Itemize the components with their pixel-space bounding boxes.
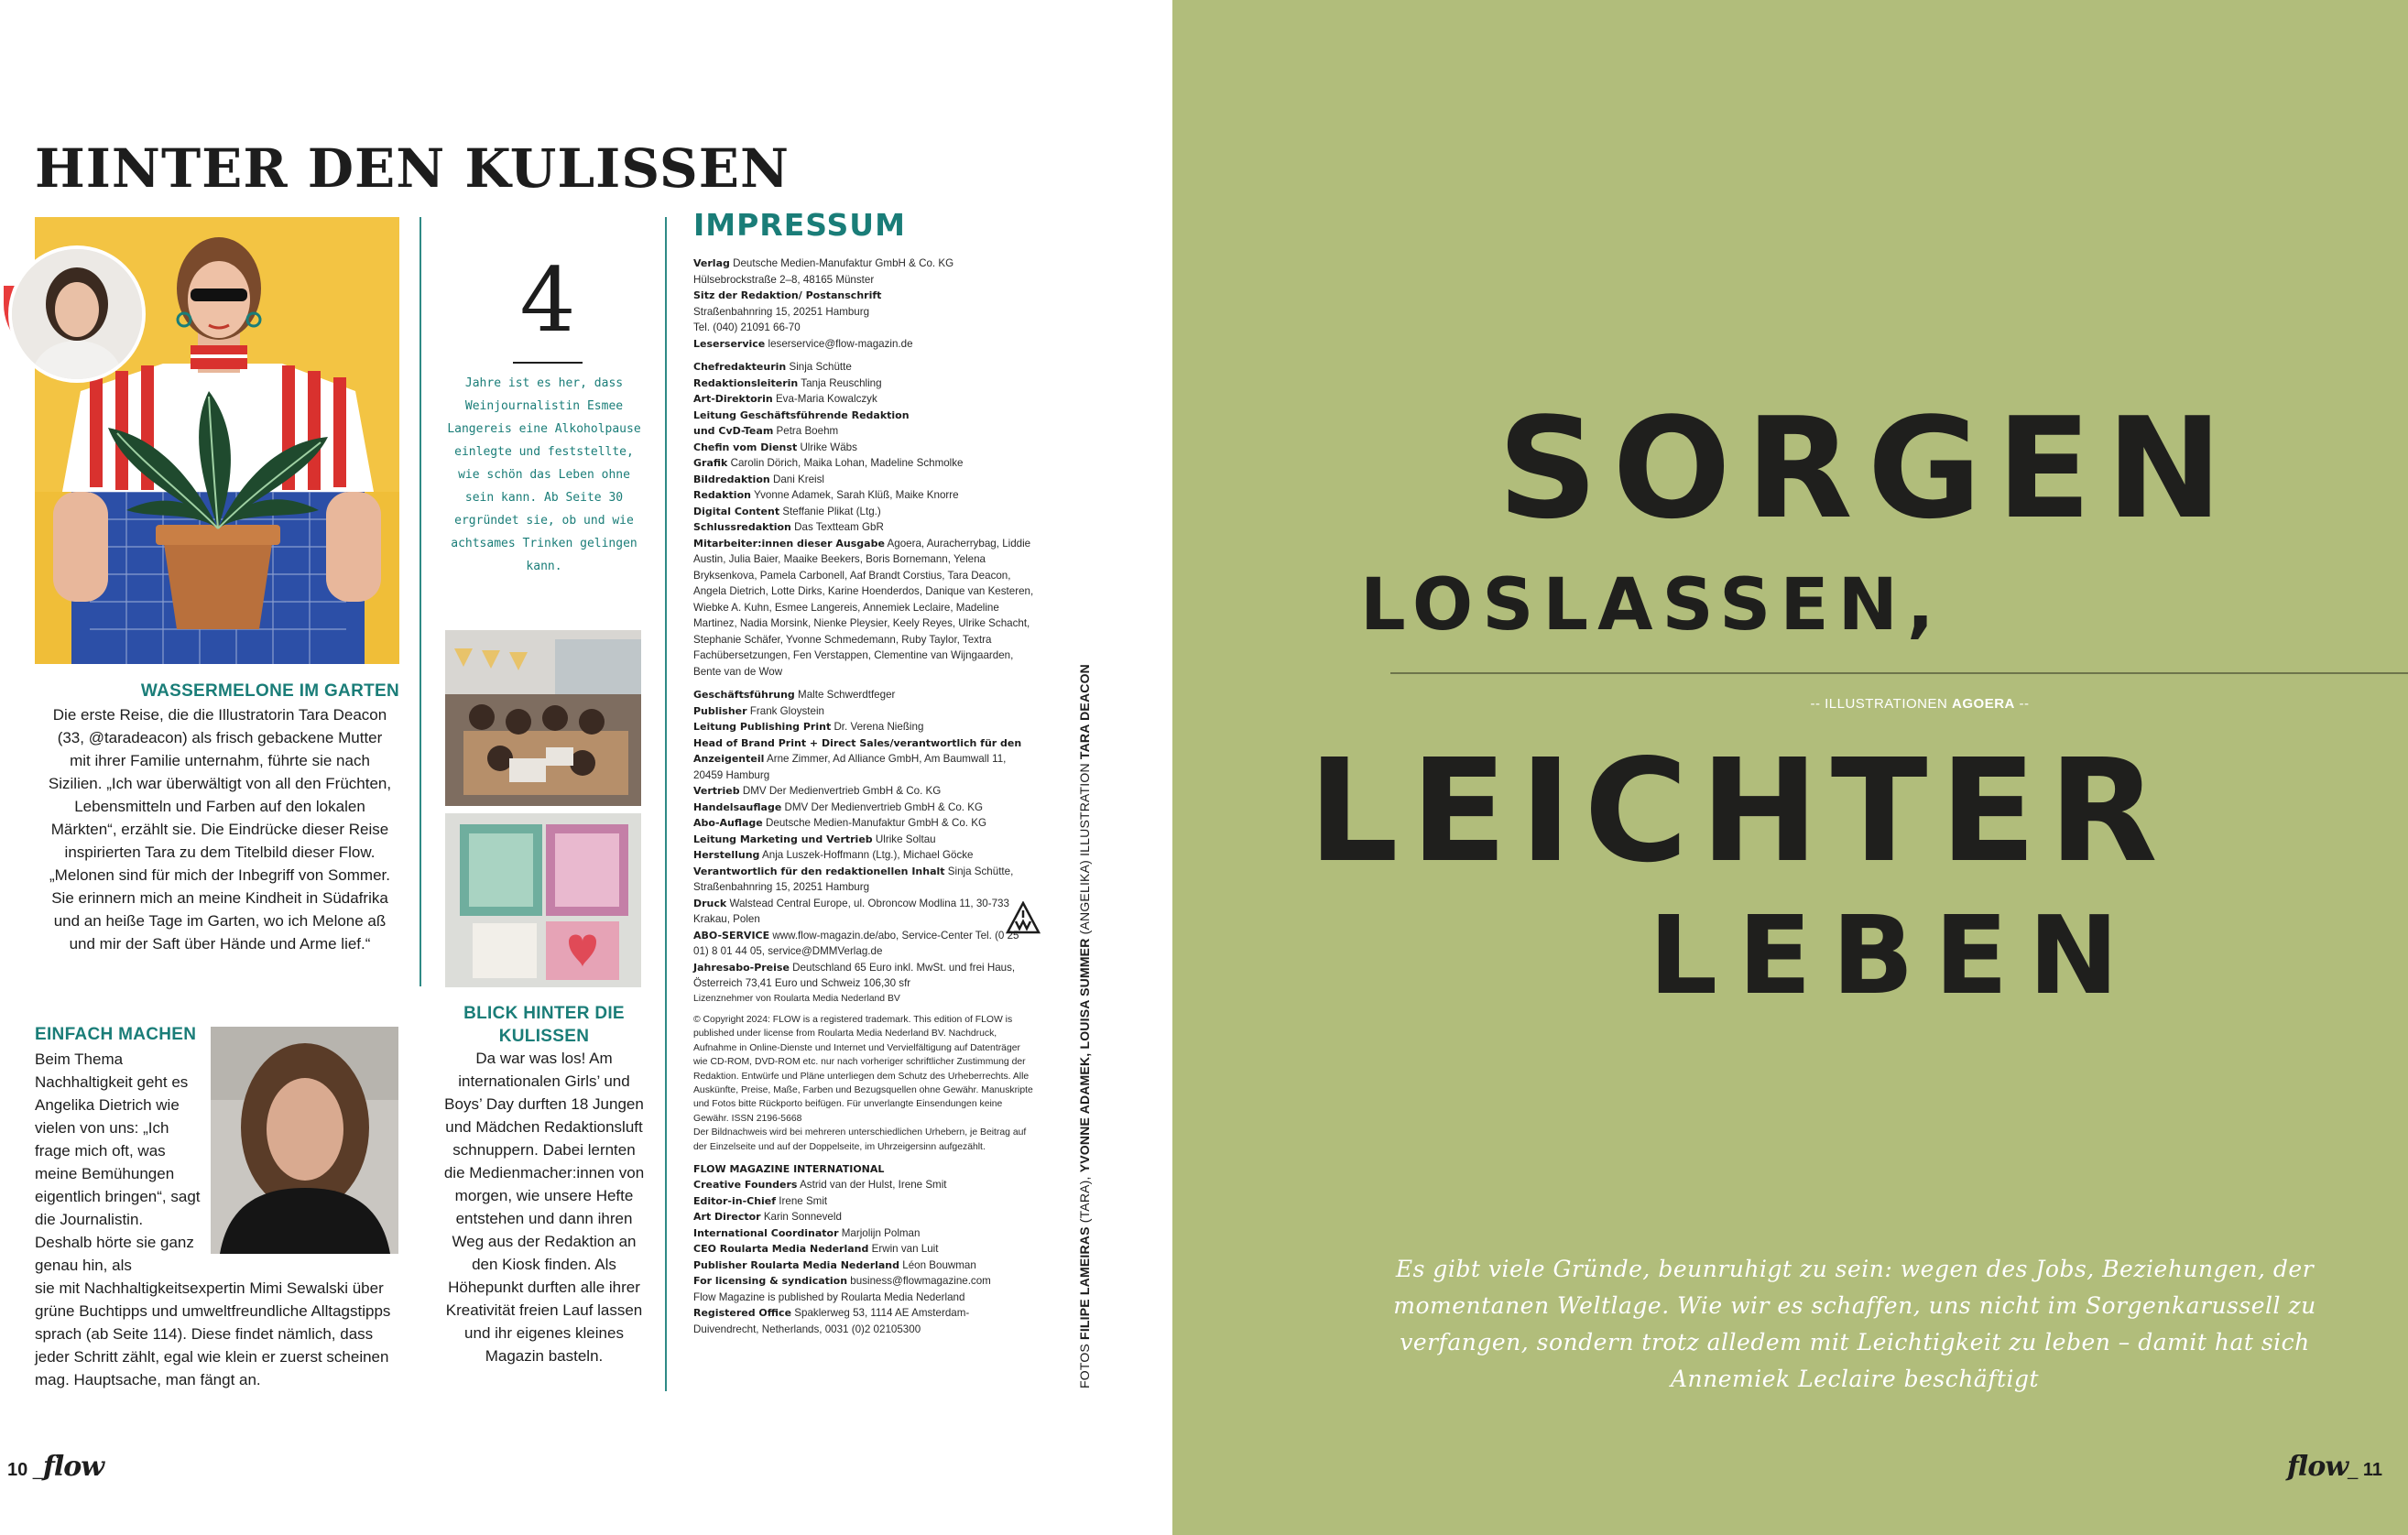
- section-body-wassermelone: Die erste Reise, die die Illustratorin Tara Deacon (33, @taradeacon) als frisch gebackene Mutter mit ihrer Familie unternahm, führte sie nach Sizilien. „Ich war überwältigt von all den Früchten, Lebensmitteln und Farben auf den lokalen Märkten“, erzählt sie. Die Eindrücke dieser Reise inspirierten Tara zu dem Titelbild dieser Flow. „Melonen sind für mich der Inbegriff von Sommer. Sie erinnern mich an meine Kindheit in Südafrika und an heiße Tage im Garten, wo ich Melone aß und mir der Saft über Hände und Arme lief.“: [48, 706, 392, 953]
- impressum-line: Flow Magazine is published by Roularta Media Nederland: [693, 1290, 965, 1303]
- impressum-line: Tel. (040) 21091 66-70: [693, 321, 801, 333]
- section-heading-blick: BLICK HINTER DIE KULISSEN: [463, 1004, 625, 1046]
- headline-leben: LEBEN: [1649, 892, 2140, 1018]
- section-heading-wassermelone: WASSERMELONE IM GARTEN: [140, 681, 399, 701]
- impressum-line: International Coordinator Marjolijn Polman: [693, 1226, 921, 1239]
- impressum-title: IMPRESSUM: [693, 207, 906, 243]
- impressum-line: Mitarbeiter:innen dieser Ausgabe Agoera, Auracherrybag, Liddie Austin, Julia Baier, Maaike Beekers, Boris Bornemann, Yelena Bryksenkova, Pamela Carbonell, Aaf Brandt Corstius, Tara Deacon, Angela Dietrich, Lotte Dirks, Karine Hoenderdos, Danique van Kesteren, Wiebke A. Kuhn, Esmee Langereis, Annemiek Leclaire, Madeline Martinez, Nadia Morsink, Nienke Pleysier, Keely Reyes, Ulrike Schacht, Stephanie Schäfer, Yvonne Schmedemann, Ruby Taylor, Textra Fachübersetzungen, Fen Verstappen, Clementine van Wijngaarden, Bente van de Wow: [693, 537, 1034, 678]
- impressum-line: Leitung Publishing Print Dr. Verena Nießing: [693, 721, 924, 733]
- photo-credits: FOTOS FILIPE LAMEIRAS (TARA), YVONNE ADAMEK, LOUISA SUMMER (ANGELIKA) ILLUSTRATION TARA DEACON: [1077, 664, 1092, 1388]
- impressum-line: For licensing & syndication business@flowmagazine.com: [693, 1275, 991, 1288]
- section-heading-einfach-machen: EINFACH MACHEN: [35, 1025, 197, 1044]
- impressum-line: Art Director Karin Sonneveld: [693, 1211, 842, 1224]
- impressum-line: Handelsauflage DMV Der Medienvertrieb GmbH & Co. KG: [693, 800, 983, 813]
- impressum-line: Redaktion Yvonne Adamek, Sarah Klüß, Maike Knorre: [693, 489, 959, 501]
- impressum-line: Head of Brand Print + Direct Sales/verantwortlich für den Anzeigenteil Arne Zimmer, Ad Alliance GmbH, Am Baumwall 11, 20459 Hamburg: [693, 736, 1022, 781]
- impressum-line: Grafik Carolin Dörich, Maika Lohan, Madeline Schmolke: [693, 457, 964, 469]
- impressum-line: Chefin vom Dienst Ulrike Wäbs: [693, 441, 857, 453]
- illustration-credit: -- ILLUSTRATIONEN AGOERA --: [1810, 696, 2030, 712]
- headline-loslassen: LOSLASSEN,: [1360, 564, 1944, 647]
- impressum-intl-heading: FLOW MAGAZINE INTERNATIONAL: [693, 1162, 885, 1175]
- impressum-line: Editor-in-Chief Irene Smit: [693, 1194, 828, 1207]
- impressum-line: Sitz der Redaktion/ Postanschrift: [693, 289, 882, 301]
- illustrator-portrait: [8, 245, 146, 383]
- impressum-line: Publisher Roularta Media Nederland Léon Bouwman: [693, 1258, 976, 1271]
- section-body-einfach-machen-continued: sie mit Nachhaltigkeitsexpertin Mimi Sewalski über grüne Buchtipps und umweltfreundliche Alltagstipps sprach (ab Seite 114). Diese findet nämlich, dass jeder Schritt zählt, egal wie klein er zuerst scheinen mag. Hauptsache, man fängt an.: [35, 1279, 391, 1388]
- page-number-right: flow_ 11: [2287, 1451, 2382, 1483]
- headline-rule: [1390, 672, 2408, 674]
- impressum-line: Publisher Frank Gloystein: [693, 704, 824, 717]
- section-body-einfach-machen: Beim Thema Nachhaltigkeit geht es Angelika Dietrich wie vielen von uns: „Ich frage mich oft, was meine Bemühungen eigentlich bringen“, sagt die Journalistin. Deshalb hörte sie ganz genau hin, als: [35, 1051, 201, 1274]
- big-number: 4: [519, 249, 576, 352]
- impressum-line: Registered Office Spaklerweg 53, 1114 AE Amsterdam-Duivendrecht, Netherlands, 0031 (0)2 02105300: [693, 1307, 970, 1335]
- impressum-copyright: © Copyright 2024: FLOW is a registered trademark. This edition of FLOW is published under license from Roularta Media Nederland BV. Nachdruck, Aufnahme in Online-Dienste und Internet und Vervielfältigung auf Datenträger wie CD-ROM, DVD-ROM etc. nur nach vorheriger schriftlicher Zustimmung der Redaktion. Entwürfe und Pläne unterliegen dem Schutz des Urheberrechts. Alle Auskünfte, Preise, Maße, Farben und Bezugsquellen ohne Gewähr. Manuskripte und Fotos bitte Rückporto beifügen. Für unverlangte Einsendungen keine Gewähr. ISSN 2196-5668: [693, 1014, 1033, 1124]
- impressum-line: ABO-SERVICE www.flow-magazin.de/abo, Service-Center Tel. (0 25 01) 8 01 44 05, service@DMMVerlag.de: [693, 929, 1019, 957]
- number-caption: Jahre ist es her, dass Weinjournalistin Esmee Langereis eine Alkoholpause einlegte und feststellte, wie schön das Leben ohne sein kann. Ab Seite 30 ergründet sie, ob und wie achtsames Trinken gelingen kann.: [447, 376, 641, 573]
- impressum-line: Hülsebrockstraße 2–8, 48165 Münster: [693, 273, 875, 286]
- flow-logo: flow: [42, 1451, 104, 1483]
- impressum-line: Jahresabo-Preise Deutschland 65 Euro inkl. MwSt. und frei Haus, Österreich 73,41 Euro und Schweiz 106,30 sfr: [693, 961, 1016, 989]
- recycle-logo-icon: [1006, 901, 1041, 934]
- left-page: [0, 0, 1172, 1535]
- impressum-body: [693, 256, 1034, 1337]
- impressum-line: und CvD-Team Petra Boehm: [693, 425, 839, 437]
- impressum-line: Redaktionsleiterin Tanja Reuschling: [693, 376, 882, 389]
- impressum-line: Verantwortlich für den redaktionellen Inhalt Sinja Schütte, Straßenbahnring 15, 20251 Hamburg: [693, 865, 1014, 893]
- headline-leichter: LEICHTER: [1308, 728, 2170, 894]
- impressum-line: Bildredaktion Dani Kreisl: [693, 473, 825, 485]
- journalist-photo: [211, 1027, 398, 1254]
- column-divider: [665, 217, 667, 1391]
- right-page: [1172, 0, 2408, 1535]
- impressum-line: Leitung Geschäftsführende Redaktion: [693, 408, 910, 421]
- impressum-line: Herstellung Anja Luszek-Hoffmann (Ltg.), Michael Göcke: [693, 849, 974, 861]
- impressum-line: Digital Content Steffanie Plikat (Ltg.): [693, 505, 881, 517]
- impressum-bildnachweis: Der Bildnachweis wird bei mehreren unterschiedlichen Urhebern, je Beitrag auf der Einzelseite und auf der Doppelseite, im Uhrzeigersinn aufgezählt.: [693, 1127, 1027, 1152]
- impressum-line: Geschäftsführung Malte Schwerdtfeger: [693, 689, 896, 701]
- page-number-left: 10 _flow: [7, 1451, 104, 1483]
- impressum-line: Abo-Auflage Deutsche Medien-Manufaktur GmbH & Co. KG: [693, 817, 986, 829]
- impressum-line: Straßenbahnring 15, 20251 Hamburg: [693, 305, 870, 318]
- flow-logo: flow: [2287, 1451, 2348, 1483]
- impressum-line: Leserservice leserservice@flow-magazin.de: [693, 337, 913, 350]
- impressum-line: Druck Walstead Central Europe, ul. Obroncow Modlina 11, 30-733 Krakau, Polen: [693, 897, 1009, 925]
- page-title: HINTER DEN KULISSEN: [35, 137, 790, 200]
- impressum-line: CEO Roularta Media Nederland Erwin van Luit: [693, 1243, 939, 1256]
- impressum-line: Chefredakteurin Sinja Schütte: [693, 361, 852, 373]
- section-body-blick: Da war was los! Am internationalen Girls’ und Boys’ Day durften 18 Jungen und Mädchen Redaktionsluft schnuppern. Dabei lernten die Medienmacher:innen von morgen, wie unsere Hefte entstehen und dann ihren Weg aus der Redaktion an den Kiosk finden. Als Höhepunkt durften alle ihrer Kreativität freien Lauf lassen und ihr eigenes kleines Magazin basteln.: [443, 1050, 645, 1365]
- impressum-line: Creative Founders Astrid van der Hulst, Irene Smit: [693, 1179, 947, 1192]
- editorial-office-photo: [445, 630, 641, 806]
- impressum-line: Leitung Marketing und Vertrieb Ulrike Soltau: [693, 833, 936, 845]
- magazine-crafts-photo: [445, 813, 641, 987]
- column-divider: [419, 217, 421, 986]
- impressum-line: Art-Direktorin Eva-Maria Kowalczyk: [693, 393, 877, 405]
- headline-sorgen: SORGEN: [1498, 387, 2238, 550]
- number-underline: [513, 362, 583, 364]
- impressum-line: Schlussredaktion Das Textteam GbR: [693, 521, 884, 533]
- article-teaser: Es gibt viele Gründe, beunruhigt zu sein: wegen des Jobs, Beziehungen, der momentanen Weltlage. Wie wir es schaffen, uns nicht im Sorgenkarussell zu verfangen, sondern trotz alledem mit Leichtigkeit zu leben – damit hat sich Annemiek Leclaire beschäftigt: [1393, 1256, 2316, 1392]
- impressum-line: Vertrieb DMV Der Medienvertrieb GmbH & Co. KG: [693, 785, 942, 797]
- impressum-line: Verlag Deutsche Medien-Manufaktur GmbH & Co. KG: [693, 257, 954, 269]
- impressum-license: Lizenznehmer von Roularta Media Nederland BV: [693, 993, 900, 1004]
